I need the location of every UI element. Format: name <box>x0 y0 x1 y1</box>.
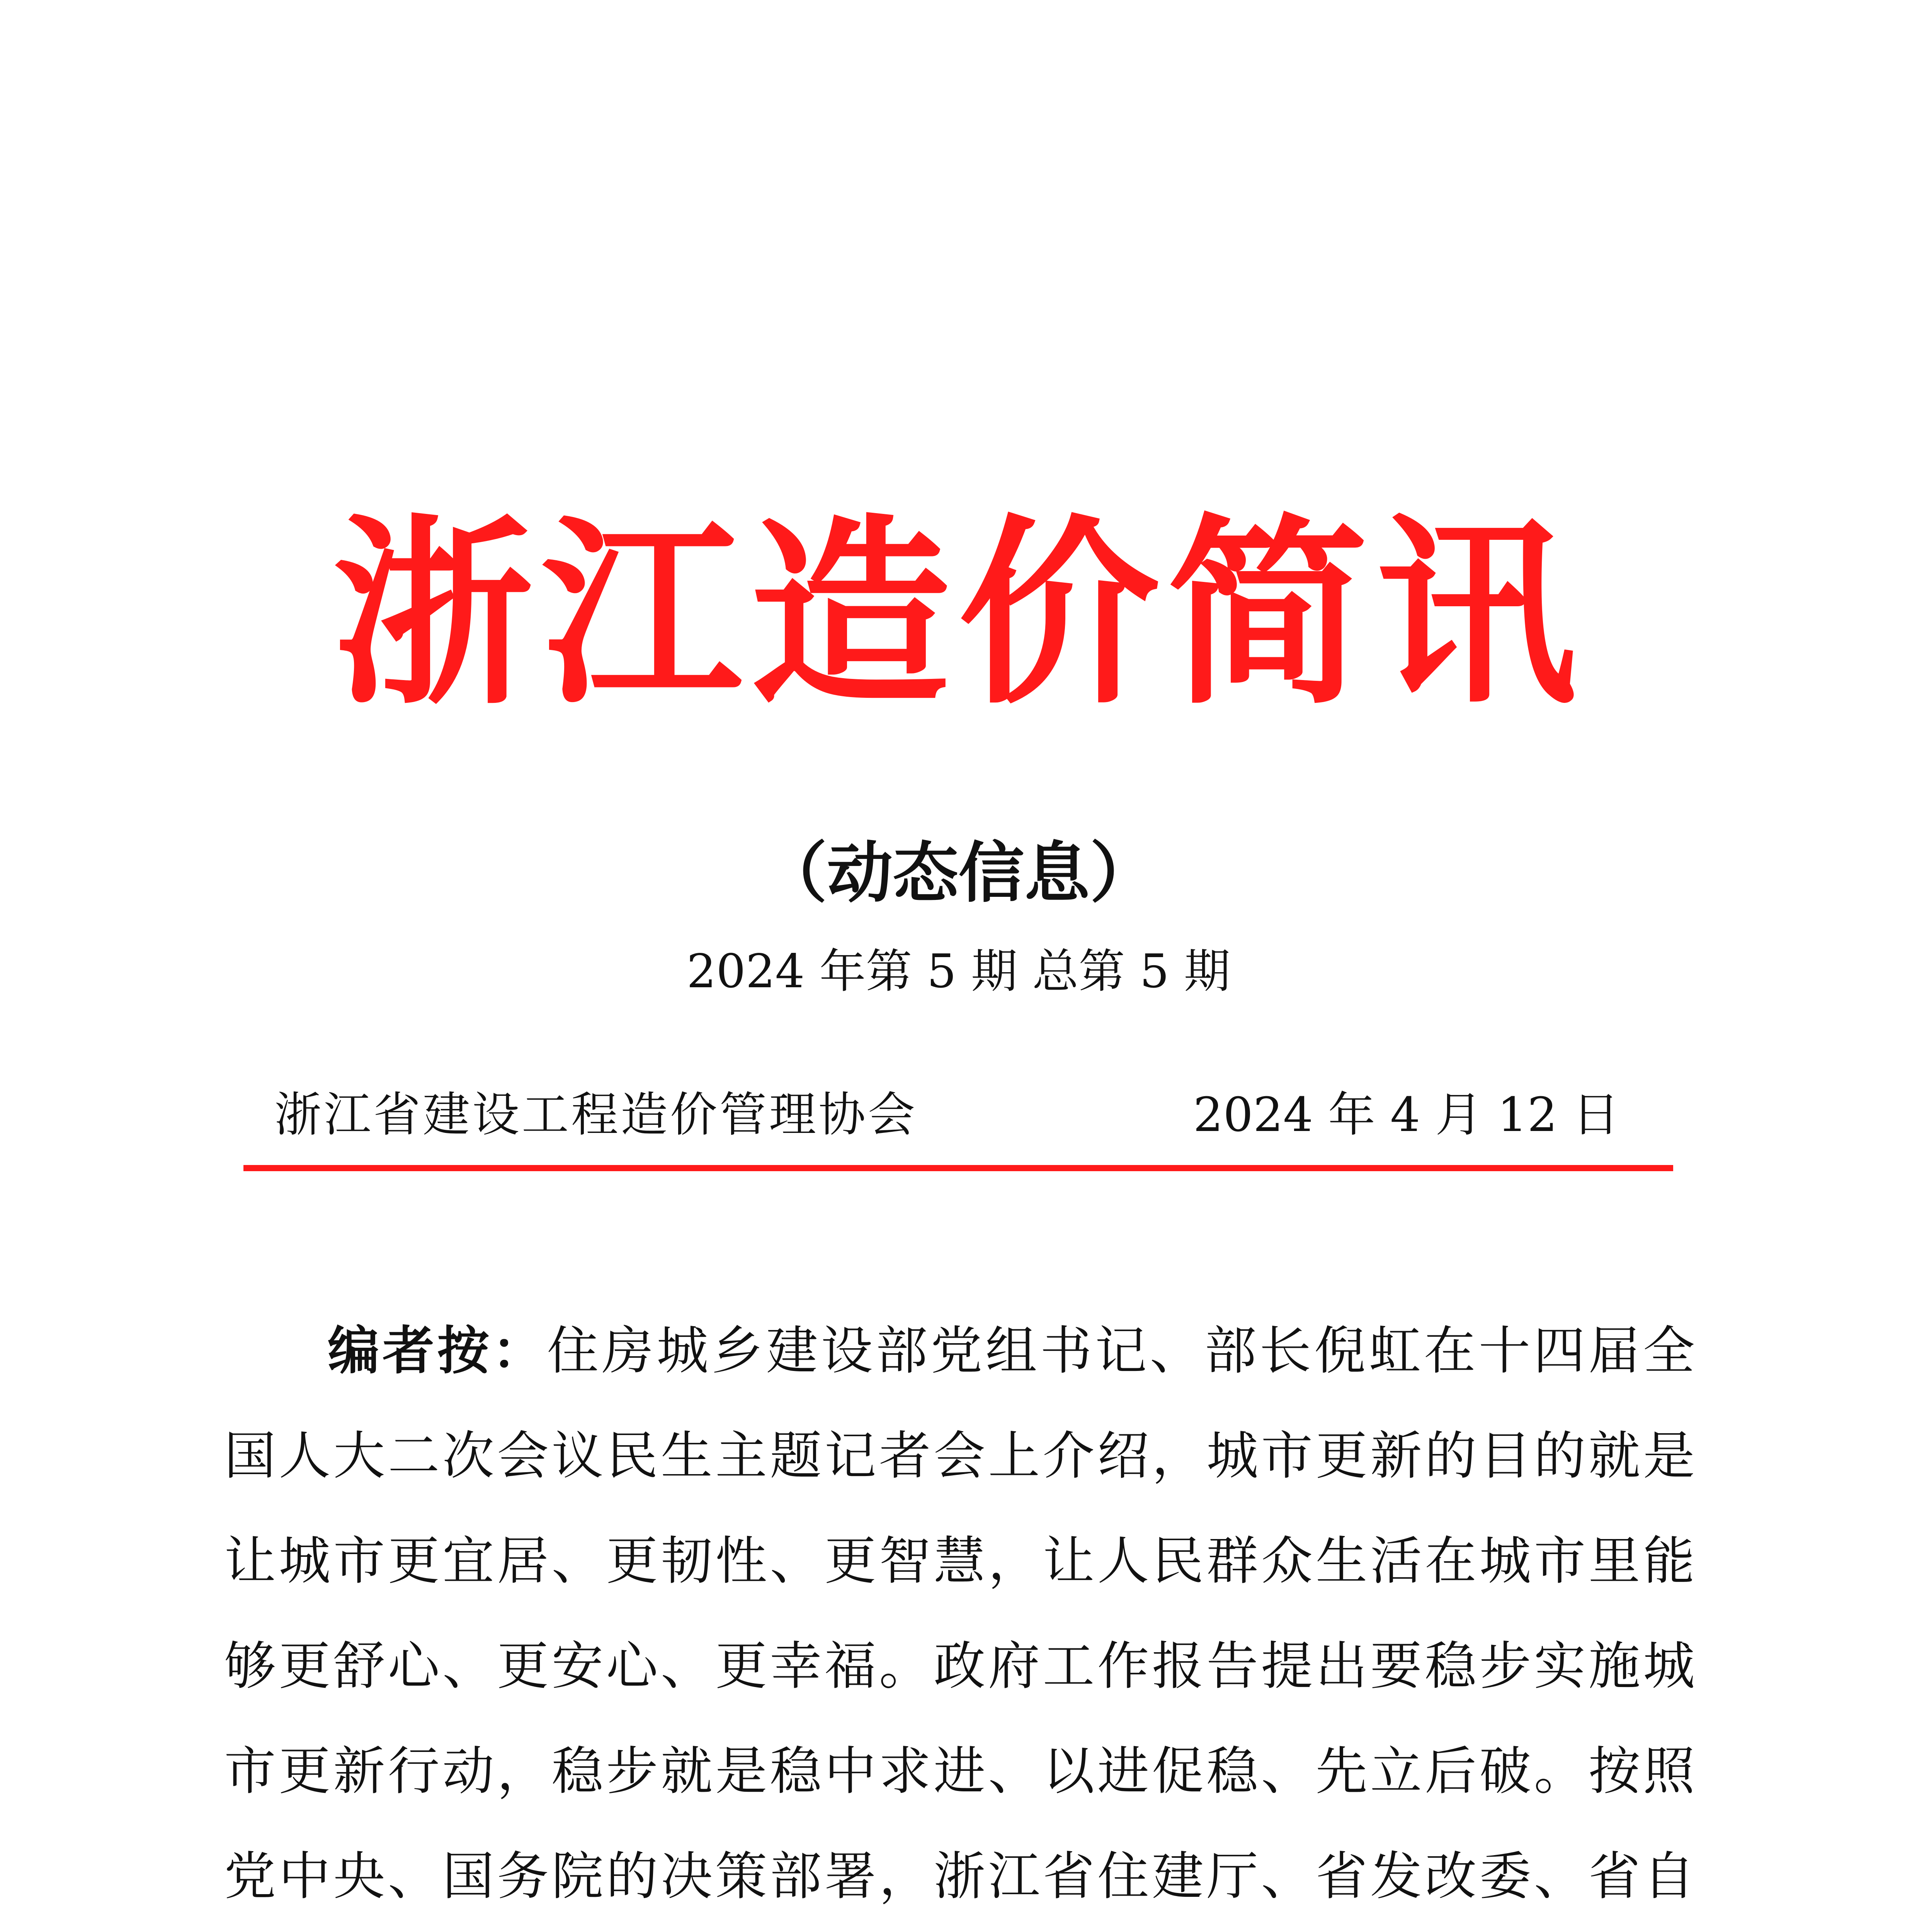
editor-note-label: 编者按： <box>328 1321 547 1381</box>
red-divider-line <box>243 1165 1673 1171</box>
masthead-subtitle: （动态信息） <box>761 835 1156 912</box>
publication-date: 2024 年 4 月 12 日 <box>1193 1087 1619 1142</box>
issue-number: 2024 年第 5 期 总第 5 期 <box>687 945 1230 998</box>
editor-note-text: 住房城乡建设部党组书记、部长倪虹在十四届全国人大二次会议民生主题记者会上介绍，城市更新的目的就是让城市更宜居、更韧性、更智慧，让人民群众生活在城市里能够更舒心、更安心、更幸福。政府工作报告提出要稳步实施城市更新行动，稳步就是稳中求进、以进促稳、先立后破。按照党中央、国务院的决策部署，浙江省住建厅、省发改委、省自 <box>224 1321 1696 1906</box>
publisher-name: 浙江省建设工程造价管理协会 <box>274 1087 917 1142</box>
article-body <box>224 1298 1696 1932</box>
editor-note-paragraph <box>224 1298 1696 1932</box>
masthead-title: 浙江造价简讯 <box>332 497 1585 731</box>
